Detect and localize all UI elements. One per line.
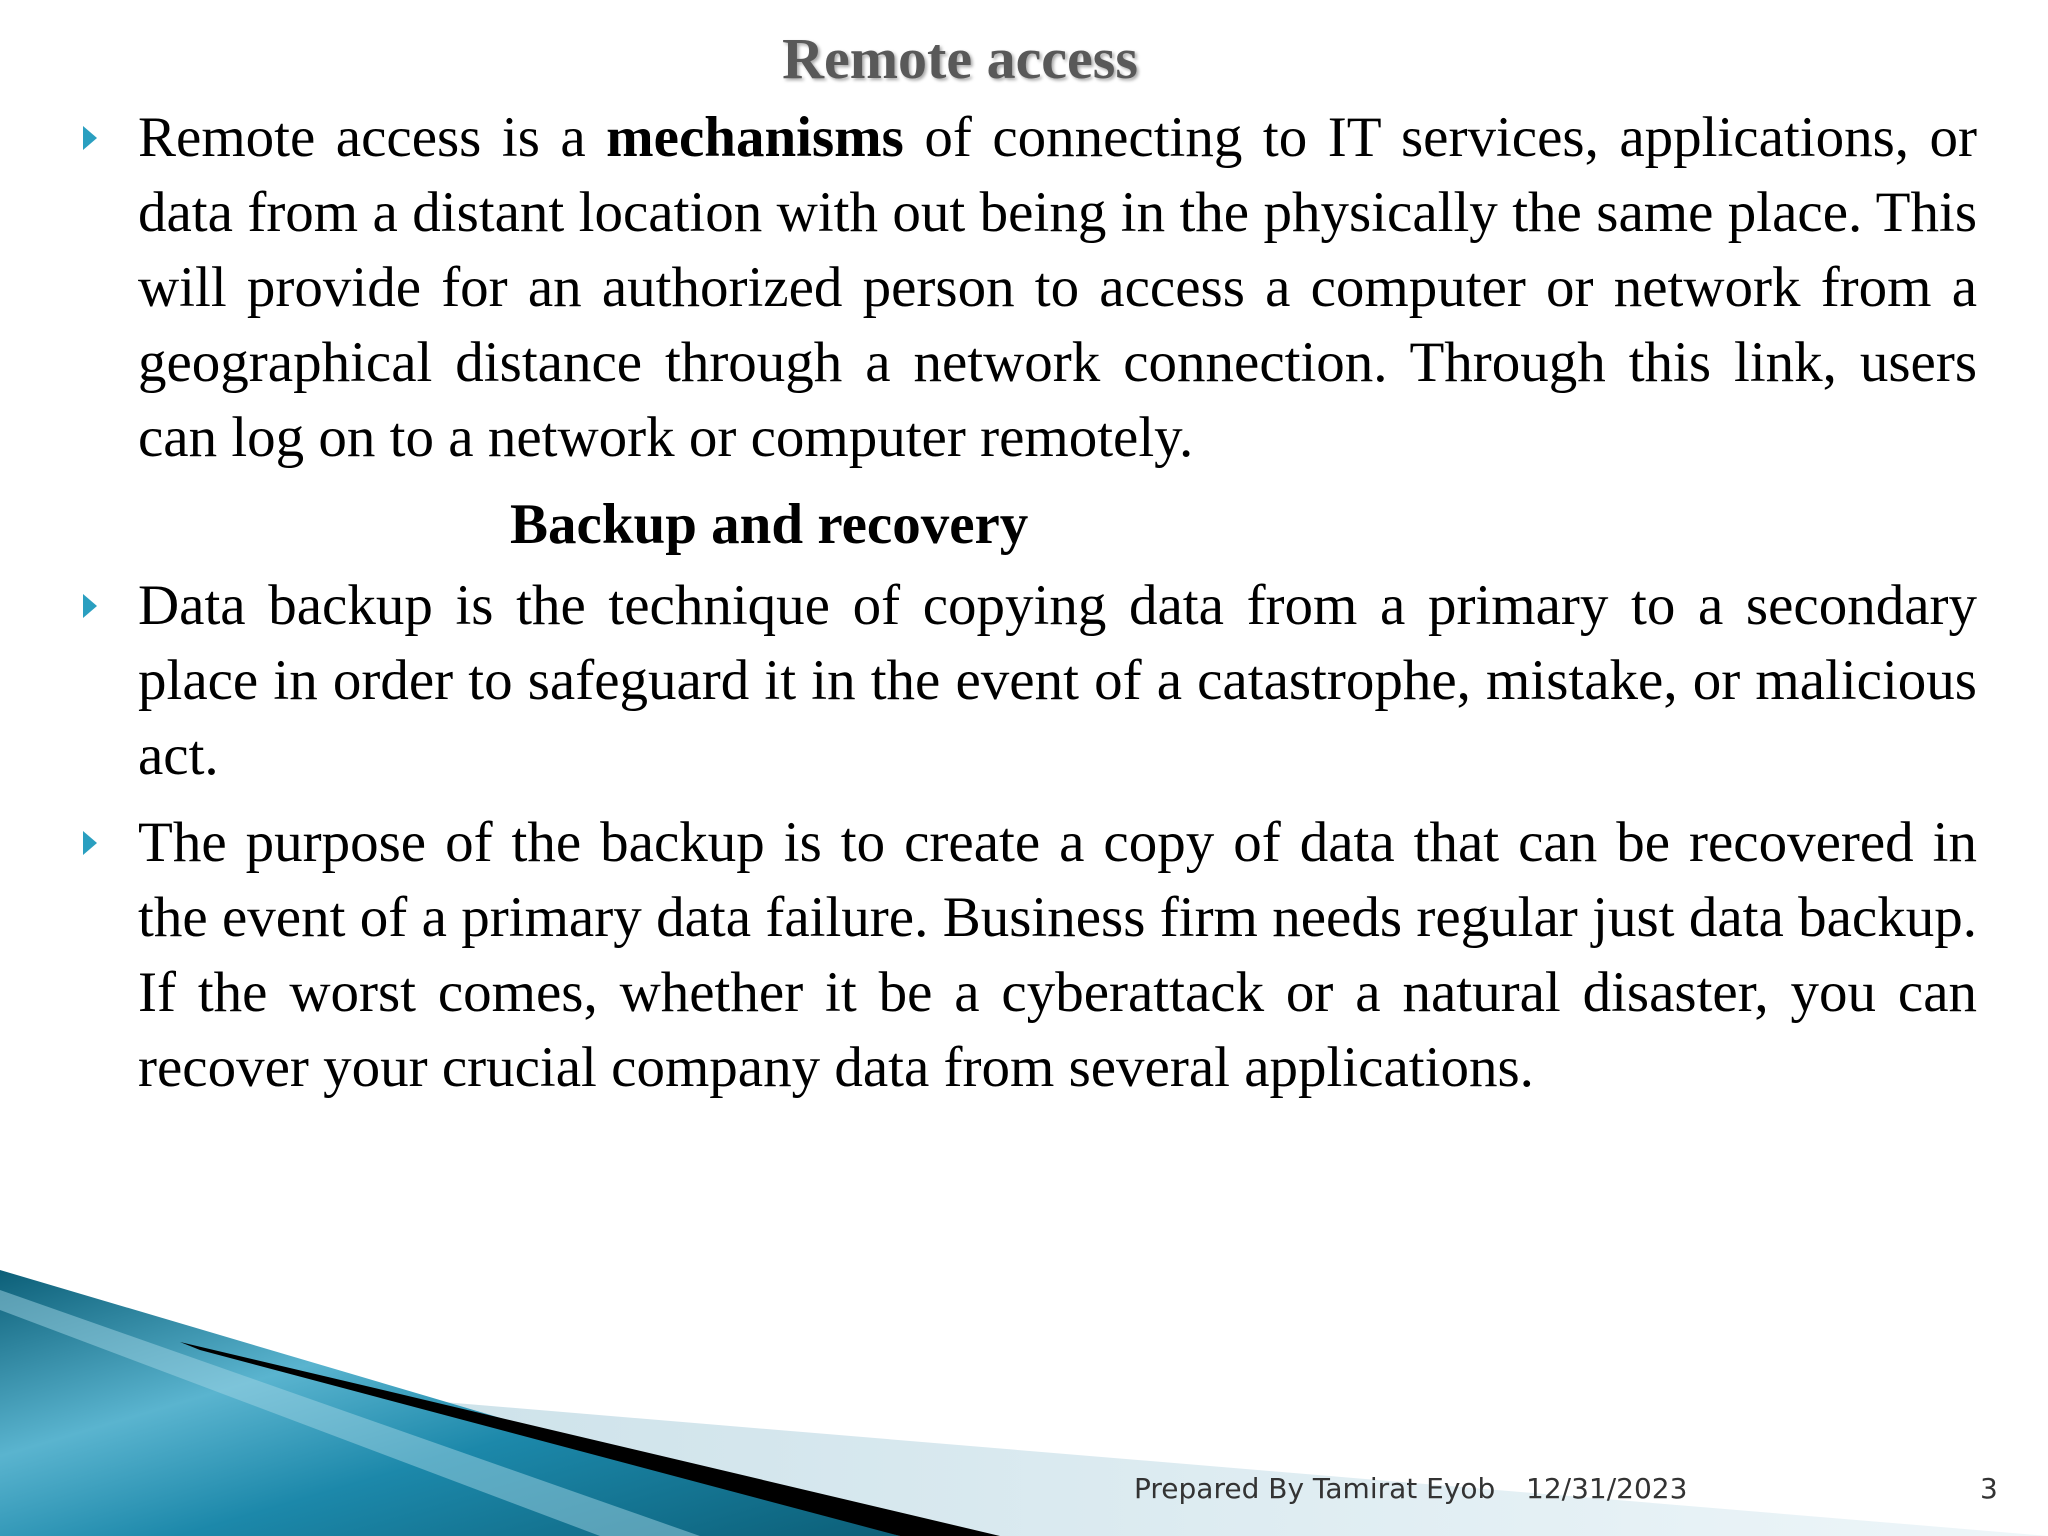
footer-date: 12/31/2023: [1526, 1472, 1688, 1505]
footer-page-number: 3: [1980, 1472, 1998, 1505]
bullet-backup-purpose: [138, 805, 1977, 1105]
footer-author: Prepared By Tamirat Eyob: [1134, 1472, 1496, 1505]
bullet-text: Data backup is the technique of copying data from a primary to a secondary place in order to safeguard it in the event of a catastrophe, mistake, or malicious act.: [138, 574, 1977, 787]
section-heading-backup: Backup and recovery: [510, 493, 1029, 556]
bullet-text-after: of connecting to IT services, applications, or data from a distant location with out being in the physically the same place. This will provide for an authorized person to access a computer or network from a geographical distance through a network connection. Through this link, users can log on to a network or computer remotely.: [138, 106, 1977, 469]
triangle-right-icon: [83, 594, 97, 618]
triangle-right-icon: [83, 831, 97, 855]
footer-wave-decoration: [0, 1270, 2048, 1536]
bullet-text: The purpose of the backup is to create a copy of data that can be recovered in the event of a primary data failure. Business firm needs regular just data backup. If the worst comes, whether it be a cyberattack or a natural disaster, you can recover your crucial company data from several applications.: [138, 811, 1977, 1099]
bullet-remote-access: [138, 100, 1977, 475]
bullet-data-backup: [138, 568, 1977, 793]
bullet-text-bold: mechanisms: [606, 106, 904, 169]
triangle-right-icon: [83, 126, 97, 150]
slide-body: [0, 100, 2048, 1117]
slide-title: Remote access: [782, 26, 1138, 91]
bullet-text-before: Remote access is a: [138, 106, 607, 169]
